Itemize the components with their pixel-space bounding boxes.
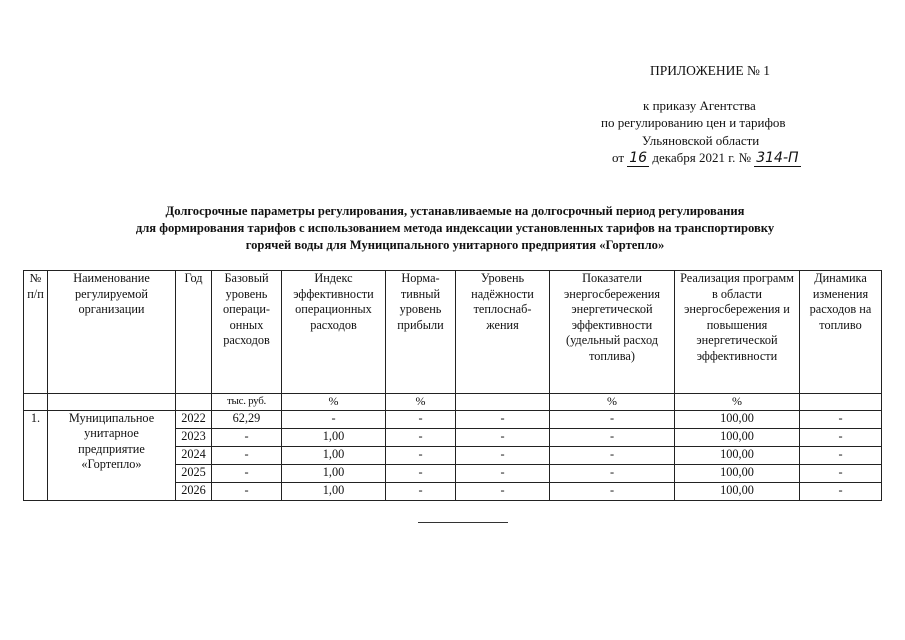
cell-index: 1,00 [282, 482, 386, 500]
cell-reliability: - [456, 446, 550, 464]
footer-divider [418, 522, 508, 523]
date-day-handwritten: 16 [629, 150, 648, 166]
cell-reliability: - [456, 482, 550, 500]
cell-norm: - [386, 410, 456, 428]
unit-org [48, 394, 176, 411]
header-row [24, 271, 882, 394]
cell-norm: - [386, 464, 456, 482]
cell-year: 2026 [176, 482, 212, 500]
appendix-title: ПРИЛОЖЕНИЕ № 1 [650, 63, 771, 78]
header-org: Наименование регулируемой организации [48, 271, 176, 394]
cell-year: 2025 [176, 464, 212, 482]
date-rest: декабря 2021 г. № [652, 150, 751, 165]
appendix-line-order: к приказу Агентства [643, 98, 756, 113]
cell-base: - [212, 428, 282, 446]
heading-line-3: горячей воды для Муниципального унитарного предприятия «Гортепло» [245, 238, 665, 252]
unit-programs: % [675, 394, 800, 411]
date-prefix: от [612, 150, 625, 165]
cell-base: - [212, 464, 282, 482]
cell-index: - [282, 410, 386, 428]
cell-reliability: - [456, 428, 550, 446]
cell-fuel: - [800, 446, 882, 464]
unit-norm: % [386, 394, 456, 411]
cell-year: 2024 [176, 446, 212, 464]
organization-name: Муниципальное унитарное предприятие «Гортепло» [48, 410, 176, 500]
unit-year [176, 394, 212, 411]
parameters-table [23, 270, 882, 501]
cell-programs: 100,00 [675, 464, 800, 482]
cell-reliability: - [456, 464, 550, 482]
cell-programs: 100,00 [675, 446, 800, 464]
cell-fuel: - [800, 410, 882, 428]
header-reliability: Уровень надёжности теплоснаб-жения [456, 271, 550, 394]
unit-index: % [282, 394, 386, 411]
cell-fuel: - [800, 464, 882, 482]
cell-norm: - [386, 428, 456, 446]
cell-energy: - [550, 428, 675, 446]
cell-base: 62,29 [212, 410, 282, 428]
cell-programs: 100,00 [675, 410, 800, 428]
appendix-date-line [612, 150, 801, 166]
unit-energy: % [550, 394, 675, 411]
document-heading [60, 203, 850, 254]
header-norm: Норма-тивный уровень прибыли [386, 271, 456, 394]
cell-year: 2023 [176, 428, 212, 446]
appendix-line-region: Ульяновской области [642, 133, 760, 148]
unit-num [24, 394, 48, 411]
cell-index: 1,00 [282, 464, 386, 482]
unit-reliability [456, 394, 550, 411]
header-year: Год [176, 271, 212, 394]
cell-index: 1,00 [282, 446, 386, 464]
heading-line-2: для формирования тарифов с использованием метода индексации установленных тарифов на транспортировку [135, 221, 775, 235]
units-row [24, 394, 882, 411]
header-fuel: Динамика изменения расходов на топливо [800, 271, 882, 394]
header-energy: Показатели энергосбережения энергетической эффективности (удельный расход топлива) [550, 271, 675, 394]
cell-fuel: - [800, 428, 882, 446]
cell-energy: - [550, 410, 675, 428]
cell-year: 2022 [176, 410, 212, 428]
cell-energy: - [550, 446, 675, 464]
header-num: № п/п [24, 271, 48, 394]
cell-energy: - [550, 464, 675, 482]
cell-norm: - [386, 482, 456, 500]
cell-reliability: - [456, 410, 550, 428]
header-base: Базовый уровень операци-онных расходов [212, 271, 282, 394]
unit-base: тыс. руб. [212, 394, 282, 411]
table-row [24, 410, 882, 428]
unit-fuel [800, 394, 882, 411]
appendix-line-agency: по регулированию цен и тарифов [601, 115, 786, 130]
heading-line-1: Долгосрочные параметры регулирования, устанавливаемые на долгосрочный период регулирования [165, 204, 745, 218]
order-number-handwritten: 314-П [756, 150, 799, 166]
cell-norm: - [386, 446, 456, 464]
header-index: Индекс эффективности операционных расходов [282, 271, 386, 394]
cell-index: 1,00 [282, 428, 386, 446]
cell-fuel: - [800, 482, 882, 500]
header-programs: Реализация программ в области энергосбережения и повышения энергетической эффективности [675, 271, 800, 394]
cell-programs: 100,00 [675, 428, 800, 446]
row-number: 1. [24, 410, 48, 500]
cell-base: - [212, 482, 282, 500]
cell-programs: 100,00 [675, 482, 800, 500]
cell-energy: - [550, 482, 675, 500]
cell-base: - [212, 446, 282, 464]
